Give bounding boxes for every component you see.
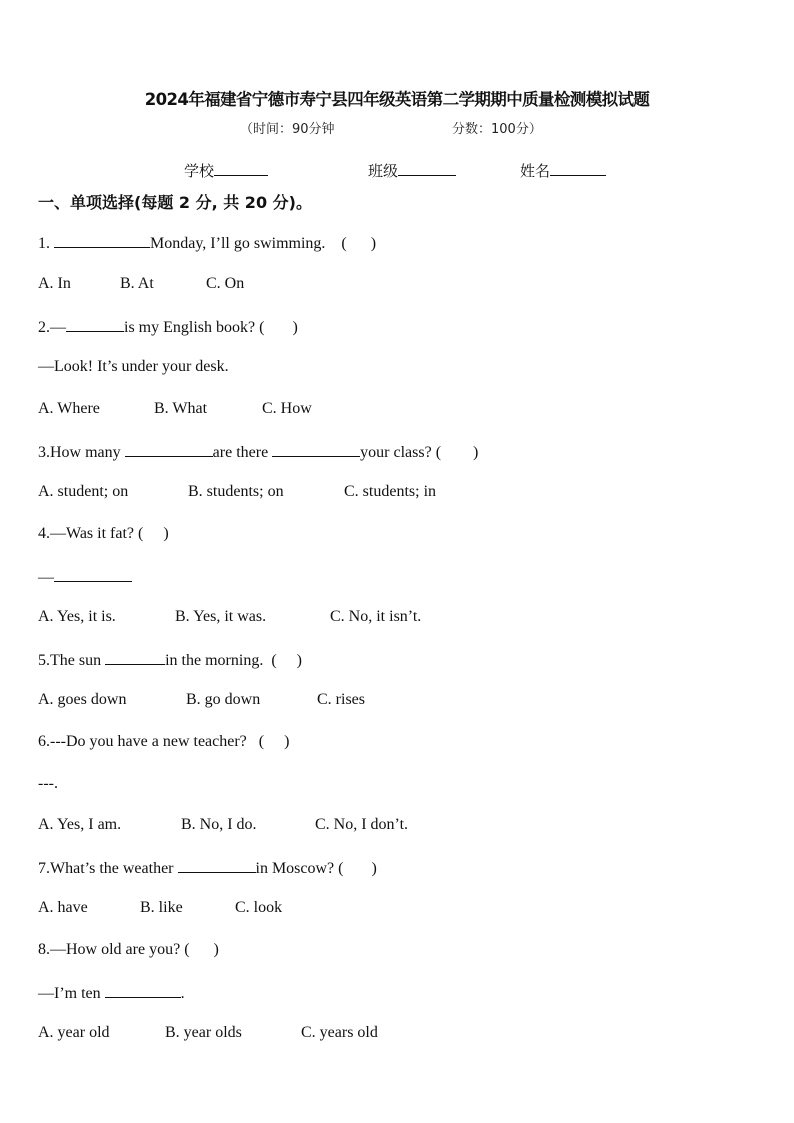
answer-blank: [54, 233, 150, 248]
option-a: A. goes down: [38, 691, 127, 708]
question-3: [38, 442, 478, 462]
option-c: C. students; in: [344, 483, 437, 500]
question-4: 4.—Was it fat? ( ): [38, 525, 169, 542]
options-5: [38, 691, 365, 709]
option-b: B. Yes, it was.: [175, 608, 267, 625]
name-field: [520, 160, 606, 181]
options-1: [38, 275, 244, 293]
option-c: C. look: [235, 899, 283, 916]
question-text-fragment: 7.What’s the weather: [38, 860, 178, 877]
school-label: 学校: [184, 162, 215, 180]
question-text-fragment: 3.How many: [38, 444, 125, 461]
question-text-fragment: 5.The sun: [38, 652, 106, 669]
question-6: 6.---Do you have a new teacher? ( ): [38, 733, 290, 750]
school-field: [184, 160, 268, 181]
options-8: [38, 1024, 378, 1042]
option-a: A. In: [38, 275, 71, 292]
name-blank: [550, 161, 606, 176]
answer-blank: [66, 317, 124, 332]
question-5: [38, 650, 302, 670]
options-2: [38, 400, 312, 418]
options-7: [38, 899, 282, 917]
question-text-fragment: your class? ( ): [360, 444, 479, 461]
option-b: B. like: [140, 899, 183, 916]
reply-8: [38, 983, 185, 1003]
question-text-fragment: .: [180, 985, 185, 1002]
question-1: [38, 233, 376, 253]
option-b: B. No, I do.: [181, 816, 257, 833]
option-b: B. students; on: [188, 483, 284, 500]
option-c: C. No, I don’t.: [315, 816, 409, 833]
section-heading: 一、单项选择(每题 2 分, 共 20 分)。: [38, 193, 312, 212]
class-label: 班级: [368, 162, 399, 180]
class-blank: [398, 161, 456, 176]
option-c: C. No, it isn’t.: [330, 608, 422, 625]
question-text-fragment: —: [38, 569, 54, 586]
option-a: A. student; on: [38, 483, 129, 500]
option-a: A. Where: [38, 400, 100, 417]
options-4: [38, 608, 421, 626]
question-text-fragment: —I’m ten: [38, 985, 105, 1002]
option-b: B. go down: [186, 691, 261, 708]
option-b: B. At: [120, 275, 154, 292]
option-c: C. How: [262, 400, 312, 417]
answer-blank: [125, 442, 213, 457]
question-text-fragment: in Moscow? ( ): [255, 860, 377, 877]
option-c: C. On: [206, 275, 245, 292]
answer-blank: [105, 650, 165, 665]
exam-time: （时间：90分钟: [240, 122, 335, 137]
reply-2: —Look! It’s under your desk.: [38, 358, 229, 375]
name-label: 姓名: [520, 162, 551, 180]
option-b: B. What: [154, 400, 208, 417]
option-c: C. years old: [301, 1024, 378, 1041]
answer-blank: [178, 858, 256, 873]
question-text-fragment: 1.: [38, 235, 54, 252]
question-2: [38, 317, 298, 337]
options-3: [38, 483, 436, 501]
reply-4: [38, 567, 132, 587]
question-text-fragment: in the morning. ( ): [165, 652, 302, 669]
answer-blank: [272, 442, 360, 457]
question-8: 8.—How old are you? ( ): [38, 941, 219, 958]
option-a: A. year old: [38, 1024, 110, 1041]
answer-blank: [105, 983, 181, 998]
option-a: A. Yes, it is.: [38, 608, 116, 625]
options-6: [38, 816, 408, 834]
school-blank: [214, 161, 268, 176]
reply-6: ---.: [38, 775, 58, 792]
question-7: [38, 858, 377, 878]
answer-blank: [54, 567, 132, 582]
option-a: A. have: [38, 899, 88, 916]
exam-title: 2024年福建省宁德市寿宁县四年级英语第二学期期中质量检测模拟试题: [144, 90, 650, 109]
class-field: [368, 160, 456, 181]
question-text-fragment: Monday, I’ll go swimming. ( ): [150, 235, 377, 252]
question-text-fragment: 2.—: [38, 319, 66, 336]
question-text-fragment: is my English book? ( ): [124, 319, 298, 336]
option-c: C. rises: [317, 691, 365, 708]
question-text-fragment: are there: [212, 444, 273, 461]
option-b: B. year olds: [165, 1024, 242, 1041]
option-a: A. Yes, I am.: [38, 816, 122, 833]
exam-score: 分数：100分）: [452, 122, 542, 137]
